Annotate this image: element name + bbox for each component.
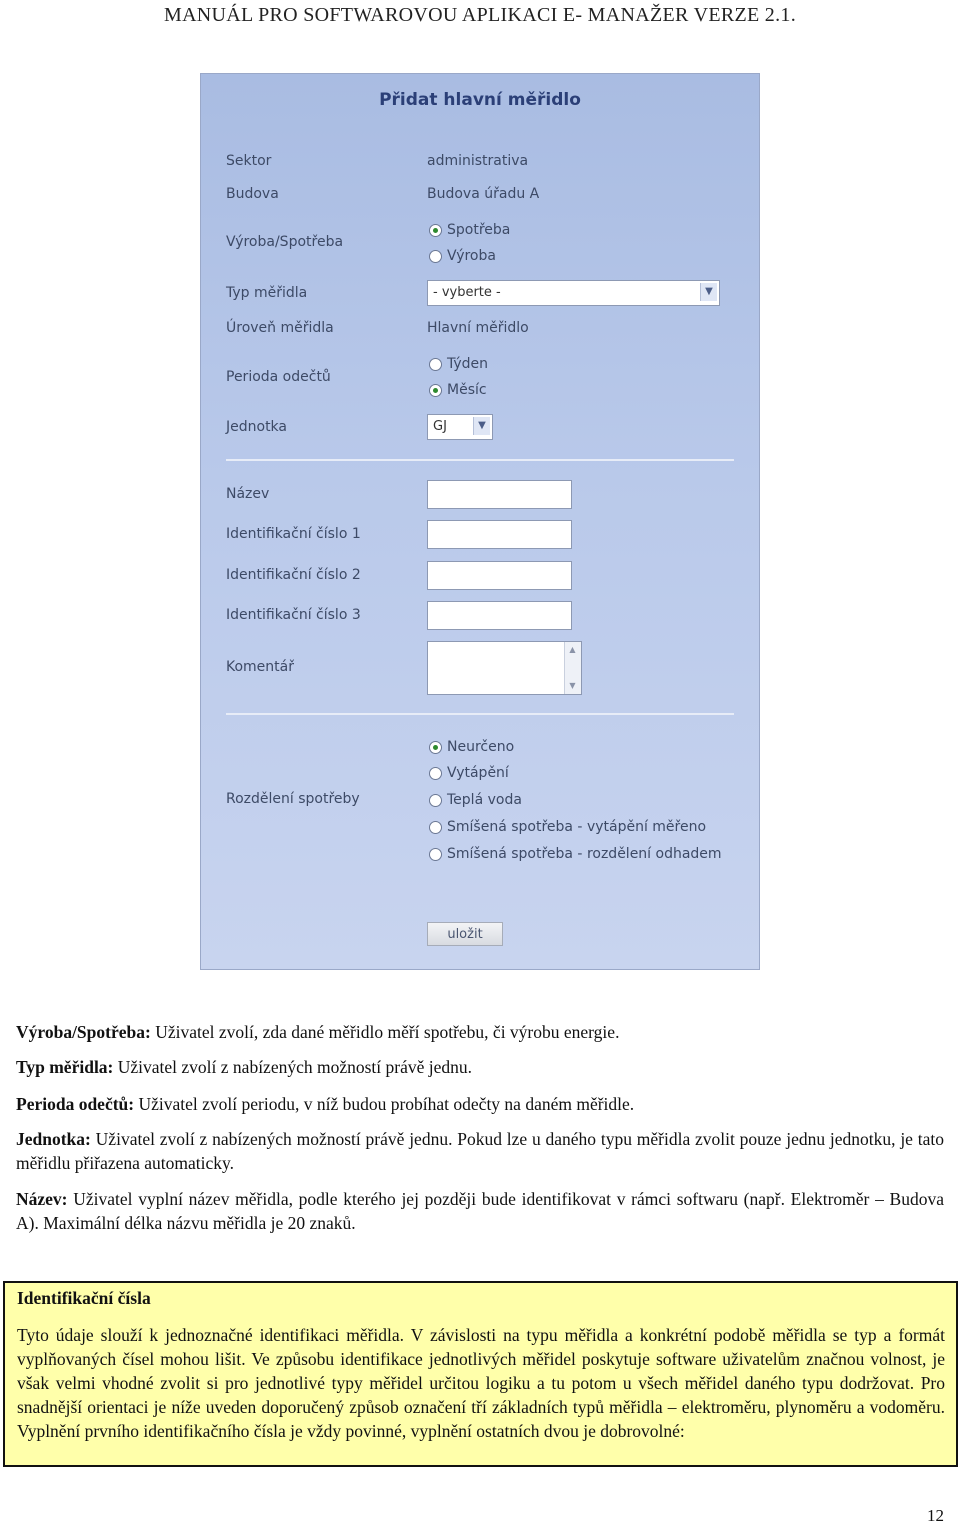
building-label: Budova bbox=[226, 186, 279, 202]
term: Jednotka: bbox=[16, 1129, 91, 1149]
radio-icon bbox=[429, 250, 442, 263]
radio-week[interactable] bbox=[429, 356, 488, 372]
radio-label: Smíšená spotřeba - vytápění měřeno bbox=[447, 819, 707, 835]
radio-label: Spotřeba bbox=[447, 222, 511, 238]
radio-mixed-estimated[interactable] bbox=[429, 846, 722, 862]
radio-label: Smíšená spotřeba - rozdělení odhadem bbox=[447, 846, 722, 862]
divider bbox=[226, 713, 734, 715]
radio-label: Měsíc bbox=[447, 382, 487, 398]
paragraph-unit bbox=[16, 1127, 944, 1175]
term: Název: bbox=[16, 1189, 68, 1209]
term: Typ měřidla: bbox=[16, 1057, 114, 1077]
unit-select[interactable] bbox=[427, 414, 493, 440]
distribution-label: Rozdělení spotřeby bbox=[226, 791, 360, 807]
scrollbar[interactable] bbox=[564, 642, 581, 694]
paragraph-reading-period bbox=[16, 1092, 944, 1116]
meter-level-value: Hlavní měřidlo bbox=[427, 320, 529, 336]
document-header: MANUÁL PRO SOFTWAROVOU APLIKACI E- MANAŽER VERZE 2.1. bbox=[163, 4, 797, 26]
radio-checked-icon bbox=[429, 741, 442, 754]
radio-undetermined[interactable] bbox=[429, 739, 514, 755]
box-text: Tyto údaje slouží k jednoznačné identifikaci měřidla. V závislosti na typu měřidla a konkrétní podobě měřidla se typ a formát vyplňovaných čísel mohou lišit. Ve způsobu identifikace jednotlivých měřidel poskytuje software uživatelům značnou volnost, je však velmi vhodné zvolit si pro jednotlivé typy měřidel určitou logiku a tu potom u všech měřidel daného typu dodržovat. Pro snadnější orientaci je níže uveden doporučený způsob označení tří základních typů měřidla – elektroměru, plynoměru a vodoměru. Vyplnění prvního identifikačního čísla je vždy povinné, vyplnění ostatních dvou je dobrovolné: bbox=[17, 1325, 945, 1441]
radio-icon bbox=[429, 358, 442, 371]
paragraph-name bbox=[16, 1187, 944, 1235]
comment-textarea[interactable] bbox=[427, 641, 582, 695]
meter-type-select[interactable] bbox=[427, 280, 720, 306]
comment-label: Komentář bbox=[226, 659, 294, 675]
radio-consumption[interactable] bbox=[429, 222, 510, 238]
radio-checked-icon bbox=[429, 224, 442, 237]
id3-input[interactable] bbox=[427, 601, 572, 630]
description: Uživatel zvolí periodu, v níž budou probíhat odečty na daném měřidle. bbox=[134, 1094, 635, 1114]
chevron-down-icon: ▼ bbox=[700, 283, 717, 301]
paragraph-production-consumption bbox=[16, 1020, 944, 1044]
scroll-up-icon[interactable]: ▲ bbox=[569, 645, 576, 654]
page-number: 12 bbox=[927, 1506, 944, 1525]
building-value: Budova úřadu A bbox=[427, 186, 540, 202]
id2-input[interactable] bbox=[427, 561, 572, 590]
description: Uživatel vyplní název měřidla, podle kterého jej později bude identifikovat v rámci softwaru (např. Elektroměr – Budova A). Maximální délka názvu měřidla je 20 znaků. bbox=[16, 1189, 944, 1233]
meter-type-label: Typ měřidla bbox=[226, 285, 308, 301]
description: Uživatel zvolí z nabízených možností právě jednu. Pokud lze u daného typu měřidla zvolit pouze jednu jednotku, je tato měřidlu přiřazena automaticky. bbox=[16, 1129, 944, 1173]
radio-label: Vytápění bbox=[447, 765, 509, 781]
chevron-down-icon: ▼ bbox=[473, 417, 490, 435]
radio-checked-icon bbox=[429, 384, 442, 397]
radio-label: Teplá voda bbox=[447, 792, 522, 808]
form-title: Přidat hlavní měřidlo bbox=[379, 90, 581, 110]
id3-label: Identifikační číslo 3 bbox=[226, 607, 361, 623]
radio-month[interactable] bbox=[429, 382, 487, 398]
radio-hot-water[interactable] bbox=[429, 792, 522, 808]
divider bbox=[226, 459, 734, 461]
id1-input[interactable] bbox=[427, 520, 572, 549]
radio-production[interactable] bbox=[429, 248, 496, 264]
save-button[interactable]: uložit bbox=[427, 922, 503, 946]
radio-label: Týden bbox=[447, 356, 489, 372]
radio-label: Neurčeno bbox=[447, 739, 515, 755]
sector-label: Sektor bbox=[226, 153, 272, 169]
radio-mixed-heating-measured[interactable] bbox=[429, 819, 706, 835]
description: Uživatel zvolí z nabízených možností právě jednu. bbox=[113, 1057, 473, 1077]
paragraph-meter-type bbox=[16, 1055, 944, 1079]
reading-period-label: Perioda odečtů bbox=[226, 369, 331, 385]
radio-icon bbox=[429, 794, 442, 807]
radio-icon bbox=[429, 848, 442, 861]
radio-icon bbox=[429, 767, 442, 780]
radio-label: Výroba bbox=[447, 248, 496, 264]
unit-value: GJ bbox=[433, 419, 447, 434]
term: Výroba/Spotřeba: bbox=[16, 1022, 151, 1042]
sector-value: administrativa bbox=[427, 153, 529, 169]
name-input[interactable] bbox=[427, 480, 572, 509]
meter-level-label: Úroveň měřidla bbox=[226, 320, 334, 336]
radio-icon bbox=[429, 821, 442, 834]
name-label: Název bbox=[226, 486, 270, 502]
unit-label: Jednotka bbox=[226, 419, 287, 435]
radio-heating[interactable] bbox=[429, 765, 509, 781]
box-title: Identifikační čísla bbox=[17, 1288, 151, 1308]
add-meter-form-screenshot bbox=[200, 73, 760, 970]
production-consumption-label: Výroba/Spotřeba bbox=[226, 234, 344, 250]
identification-numbers-box bbox=[3, 1281, 958, 1467]
id2-label: Identifikační číslo 2 bbox=[226, 567, 361, 583]
term: Perioda odečtů: bbox=[16, 1094, 135, 1114]
scroll-down-icon[interactable]: ▼ bbox=[569, 681, 576, 690]
id1-label: Identifikační číslo 1 bbox=[226, 526, 361, 542]
description: Uživatel zvolí, zda dané měřidlo měří spotřebu, či výrobu energie. bbox=[150, 1022, 620, 1042]
meter-type-value: - vyberte - bbox=[433, 285, 501, 300]
